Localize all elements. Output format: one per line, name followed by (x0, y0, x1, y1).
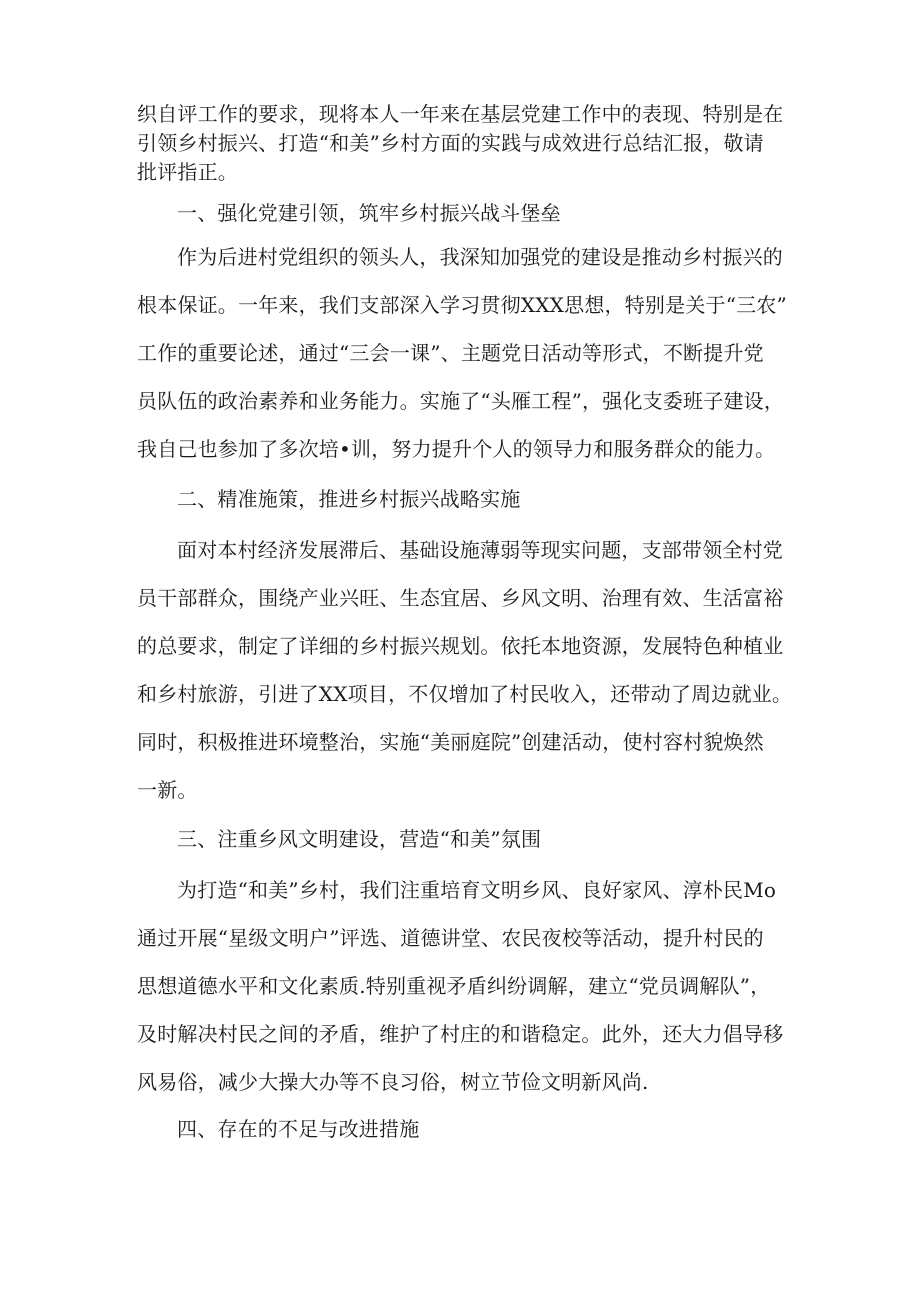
section-1-line-3: 工作的重要论述，通过“三会一课”、主题党日活动等形式，不断提升党 (137, 341, 764, 365)
section-1-line-2: 根本保证。一年来，我们支部深入学习贯彻XXX思想，特别是关于“三农” (137, 293, 787, 317)
section-3-line-4: 及时解决村民之间的矛盾，维护了村庄的和谐稳定。此外，还大力倡导移 (137, 1022, 784, 1046)
section-2-paragraph (137, 526, 793, 814)
section-2-line-3: 的总要求，制定了详细的乡村振兴规划。依托本地资源，发展特色种植业 (137, 634, 784, 658)
section-3-line-2: 通过开展“星级文明户”评选、道德讲堂、农民夜校等活动，提升村民的 (137, 926, 764, 950)
section-1-line-1: 作为后进村党组织的领头人，我深知加强党的建设是推动乡村振兴的 (177, 245, 783, 269)
intro-paragraph (137, 100, 785, 187)
section-3-paragraph (137, 866, 785, 1106)
intro-line-1: 织自评工作的要求，现将本人一年来在基层党建工作中的表现、特别是在 (137, 102, 784, 126)
section-3-heading: 三、注重乡风文明建设，营造“和美”氛围 (177, 827, 542, 851)
section-4-heading-wrap (137, 1114, 785, 1144)
section-1-heading-wrap (137, 198, 785, 228)
section-3-line-5: 风易俗，减少大操大办等不良习俗，树立节俭文明新风尚. (137, 1070, 649, 1094)
section-1-line-4: 员队伍的政治素养和业务能力。实施了“头雁工程”，强化支委班子建设， (137, 389, 785, 413)
section-3-line-3: 思想道德水平和文化素质.特别重视矛盾纠纷调解，建立“党员调解队”， (137, 974, 771, 998)
section-2-heading: 二、精准施策，推进乡村振兴战略实施 (177, 487, 521, 511)
section-2-line-5: 同时，积极推进环境整治，实施“美丽庭院”创建活动，使村容村貌焕然 (137, 730, 764, 754)
section-4-heading: 四、存在的不足与改进措施 (177, 1117, 420, 1141)
section-2-line-2: 员干部群众，围绕产业兴旺、生态宜居、乡风文明、治理有效、生活富裕 (137, 586, 784, 610)
section-3-line-1: 为打造“和美”乡村，我们注重培育文明乡风、良好家风、淳朴民Mo (177, 878, 777, 902)
intro-line-3: 批评指正。 (137, 160, 238, 184)
section-1-heading: 一、强化党建引领，筑牢乡村振兴战斗堡垒 (177, 201, 561, 225)
section-1-line-5: 我自己也参加了多次培•训，努力提升个人的领导力和服务群众的能力。 (137, 437, 776, 461)
section-2-line-4: 和乡村旅游，引进了XX项目，不仅增加了村民收入，还带动了周边就业。 (137, 682, 793, 706)
section-2-heading-wrap (137, 484, 785, 514)
section-1-paragraph (137, 233, 785, 473)
section-3-heading-wrap (137, 824, 785, 854)
section-2-line-1: 面对本村经济发展滞后、基础设施薄弱等现实问题，支部带领全村党 (177, 538, 783, 562)
intro-line-2: 引领乡村振兴、打造“和美”乡村方面的实践与成效进行总结汇报，敬请 (137, 131, 764, 155)
section-2-line-6: 一新。 (137, 778, 198, 802)
